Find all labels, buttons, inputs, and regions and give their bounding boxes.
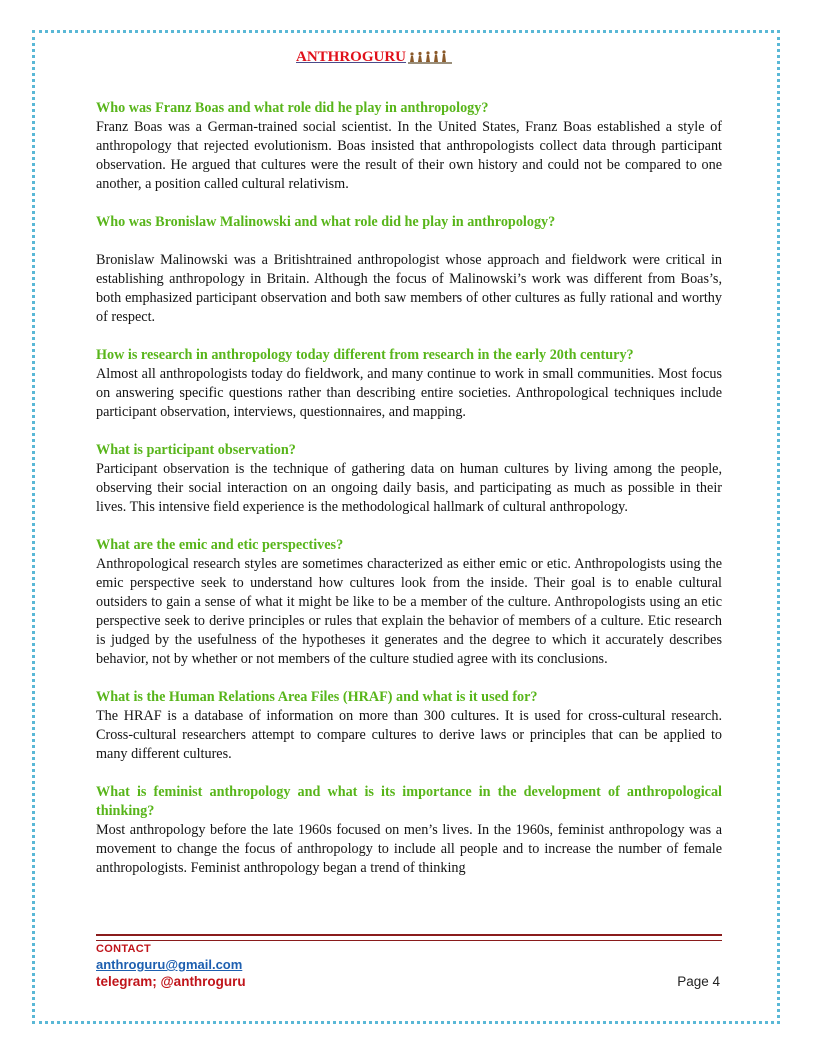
brand-title: ANTHROGURU — [296, 49, 407, 65]
question-heading: What are the emic and etic perspectives? — [96, 537, 344, 553]
question-heading: What is feminist anthropology and what is its importance in the development of anthropological thinking? — [96, 784, 722, 819]
page-number: Page 4 — [677, 974, 720, 989]
contact-email-link[interactable]: anthroguru@gmail.com — [96, 957, 243, 972]
answer-paragraph: Almost all anthropologists today do fieldwork, and many continue to work in small communities. Most focus on answering specific questions rather than describing entire societies. Anthropological techniques include participant observation, interviews, questionnaires, and mapping. — [96, 366, 722, 420]
answer-paragraph: The HRAF is a database of information on more than 300 cultures. It is used for cross-cultural research. Cross-cultural researchers attempt to compare cultures to derive laws or principles that can be applied to many different cultures. — [96, 708, 722, 762]
question-heading: Who was Bronislaw Malinowski and what role did he play in anthropology? — [96, 214, 556, 230]
answer-paragraph: Participant observation is the technique of gathering data on human cultures by living among the people, observing their social interaction on an ongoing daily basis, and participating as much as possible in their lives. This intensive field experience is the methodological hallmark of cultural anthropology. — [96, 461, 722, 515]
footer-divider — [96, 934, 722, 941]
question-heading: What is participant observation? — [96, 442, 296, 458]
contact-telegram: telegram; @anthroguru — [96, 974, 246, 989]
contact-label: CONTACT — [96, 943, 152, 955]
question-heading: How is research in anthropology today different from research in the early 20th century? — [96, 347, 634, 363]
question-heading: What is the Human Relations Area Files (HRAF) and what is it used for? — [96, 689, 538, 705]
answer-paragraph: Franz Boas was a German-trained social scientist. In the United States, Franz Boas established a style of anthropology that rejected evolutionism. Boas insisted that anthropologists collect data through participant observation. He argued that cultures were the result of their own history and could not be compared to one another, a position called cultural relativism. — [96, 119, 722, 192]
page-header — [296, 49, 452, 69]
answer-paragraph: Anthropological research styles are sometimes characterized as either emic or etic. Anthropologists using the emic perspective seek to understand how cultures look from the inside. Their goal is to enable cultural outsiders to gain a sense of what it might be like to be a member of the culture. Anthropologists using an etic perspective seek to derive principles or rules that explain the behavior of members of a culture. Etic research is judged by the usefulness of the hypotheses it generates and the degree to which it accurately describes behavior, not by whether or not members of the culture studied agree with its conclusions. — [96, 556, 722, 667]
human-evolution-icon — [406, 49, 452, 65]
answer-paragraph: Most anthropology before the late 1960s focused on men’s lives. In the 1960s, feminist anthropology was a movement to change the focus of anthropology to include all people and to increase the number of female anthropologists. Feminist anthropology began a trend of thinking — [96, 822, 722, 876]
answer-paragraph: Bronislaw Malinowski was a Britishtrained anthropologist whose approach and fieldwork were critical in establishing anthropology in Britain. Although the focus of Malinowski’s work was different from Boas’s, both emphasized participant observation and both saw members of other cultures as fully rational and worthy of respect. — [96, 252, 722, 325]
document-body — [96, 99, 722, 878]
question-heading: Who was Franz Boas and what role did he play in anthropology? — [96, 100, 489, 116]
